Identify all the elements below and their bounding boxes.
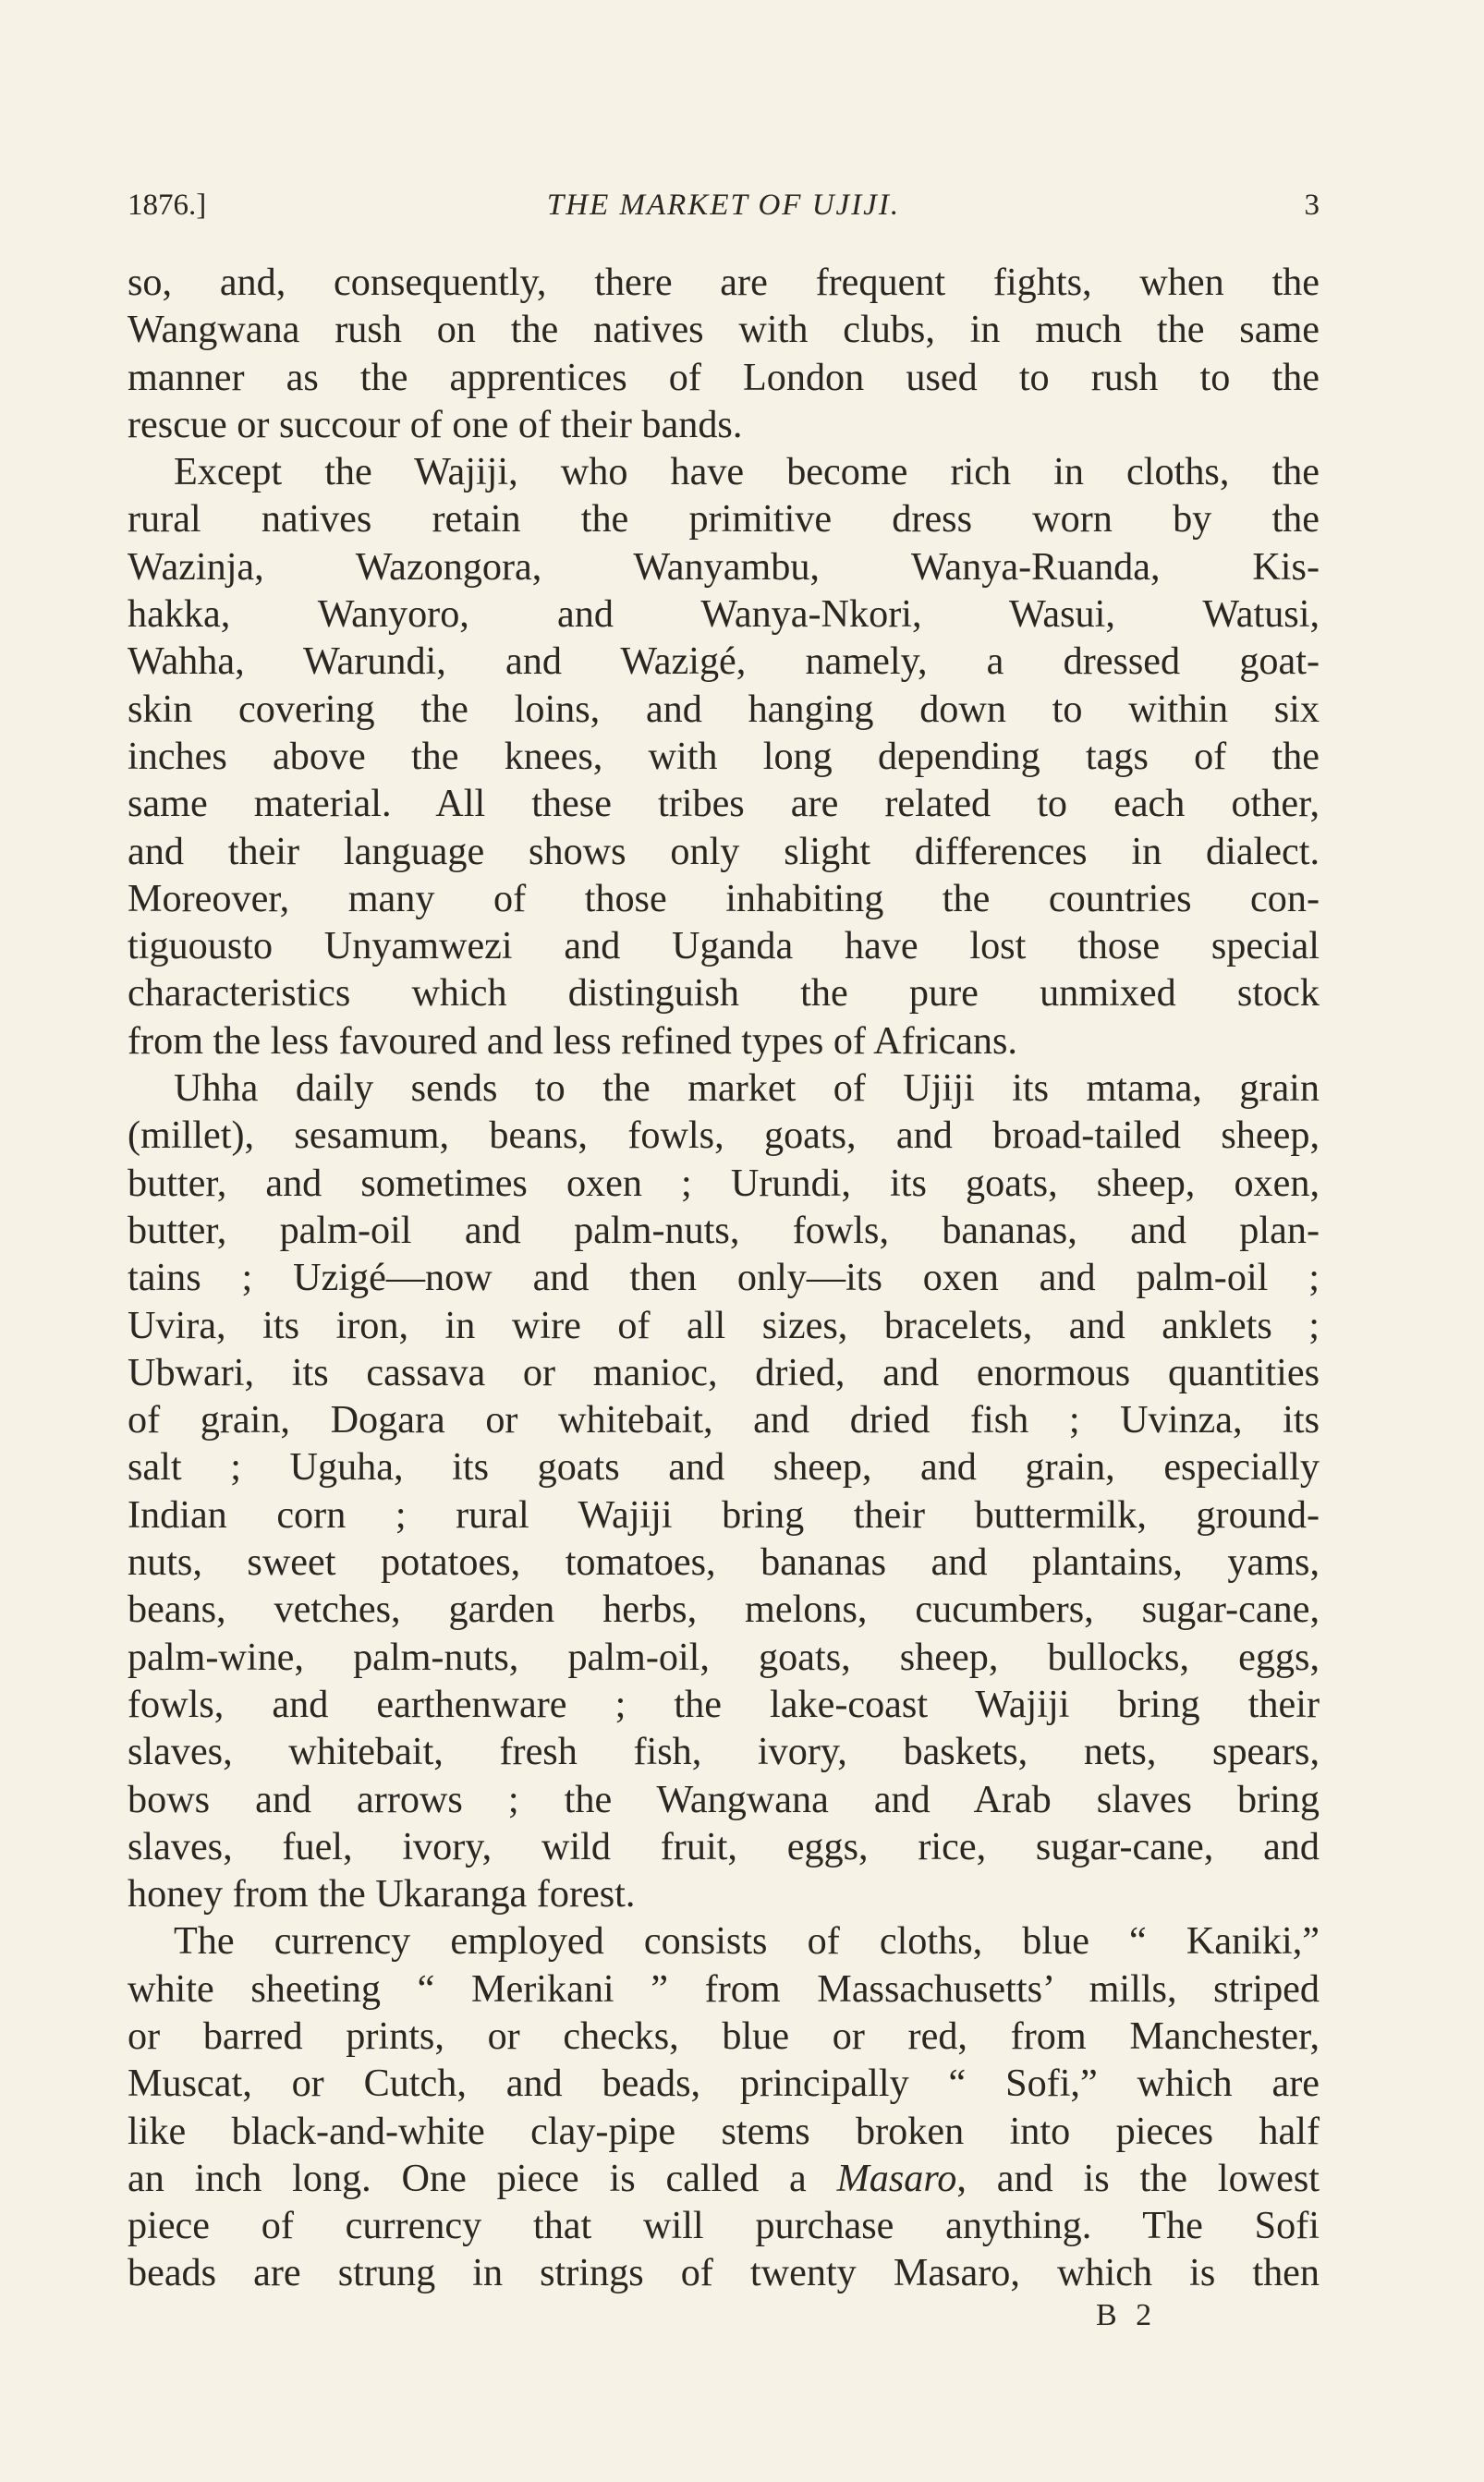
text-line: manner as the apprentices of London used to rush to the [128, 355, 1320, 399]
header-year: 1876.] [128, 189, 207, 222]
body-text [128, 259, 1320, 2297]
signature-mark: B 2 [1096, 2298, 1158, 2332]
text-line: inches above the knees, with long depending tags of the [128, 734, 1320, 778]
text-line: Moreover, many of those inhabiting the countries con- [128, 876, 1320, 920]
text-line: slaves, whitebait, fresh fish, ivory, baskets, nets, spears, [128, 1730, 1320, 1774]
text-fragment: , and is the lowest [956, 2156, 1320, 2200]
text-line: from the less favoured and less refined types of Africans. [128, 1018, 1017, 1063]
text-line: bows and arrows ; the Wangwana and Arab slaves bring [128, 1777, 1320, 1821]
text-line: hakka, Wanyoro, and Wanya-Nkori, Wasui, Watusi, [128, 592, 1320, 637]
text-line: and their language shows only slight differences in dialect. [128, 829, 1320, 873]
text-line: fowls, and earthenware ; the lake-coast Wajiji bring their [128, 1682, 1320, 1726]
italic-term: Masaro [836, 2156, 957, 2200]
text-line: so, and, consequently, there are frequent fights, when the [128, 261, 1320, 304]
text-line: Uvira, its iron, in wire of all sizes, bracelets, and anklets ; [128, 1303, 1320, 1347]
text-line: Indian corn ; rural Wajiji bring their buttermilk, ground- [128, 1492, 1320, 1537]
text-line: same material. All these tribes are related to each other, [128, 782, 1320, 826]
running-head [128, 183, 1320, 227]
text-line-with-italic [128, 2155, 1320, 2202]
text-line: like black-and-white clay-pipe stems broken into pieces half [128, 2109, 1320, 2153]
text-fragment: an inch long. One piece is called a [128, 2156, 807, 2200]
text-line: tiguousto Unyamwezi and Uganda have lost those special [128, 924, 1320, 968]
text-line: beads are strung in strings of twenty Masaro, which is then [128, 2251, 1320, 2295]
text-line: Wahha, Warundi, and Wazigé, namely, a dressed goat- [128, 639, 1320, 684]
paragraph-start: Except the Wajiji, who have become rich in cloths, the [174, 450, 1320, 494]
text-line: Wazinja, Wazongora, Wanyambu, Wanya-Ruanda, Kis- [128, 544, 1320, 589]
text-line: beans, vetches, garden herbs, melons, cucumbers, sugar-cane, [128, 1588, 1320, 1632]
text-line: Ubwari, its cassava or manioc, dried, and enormous quantities [128, 1350, 1320, 1394]
text-line: slaves, fuel, ivory, wild fruit, eggs, rice, sugar-cane, and [128, 1824, 1320, 1868]
text-line: Muscat, or Cutch, and beads, principally “ Sofi,” which are [128, 2062, 1320, 2106]
text-line: nuts, sweet potatoes, tomatoes, bananas and plantains, yams, [128, 1540, 1320, 1585]
text-line: salt ; Uguha, its goats and sheep, and grain, especially [128, 1445, 1320, 1490]
text-line: piece of currency that will purchase anything. The Sofi [128, 2204, 1320, 2248]
text-line: of grain, Dogara or whitebait, and dried fish ; Uvinza, its [128, 1398, 1320, 1442]
text-line: characteristics which distinguish the pure unmixed stock [128, 971, 1320, 1016]
paragraph-start: The currency employed consists of cloths, blue “ Kaniki,” [174, 1919, 1320, 1964]
header-title: THE MARKET OF UJIJI. [546, 189, 901, 222]
text-line: palm-wine, palm-nuts, palm-oil, goats, sheep, bullocks, eggs, [128, 1635, 1320, 1679]
text-line: rural natives retain the primitive dress worn by the [128, 497, 1320, 541]
text-line: honey from the Ukaranga forest. [128, 1872, 636, 1916]
text-line: white sheeting “ Merikani ” from Massachusetts’ mills, striped [128, 1966, 1320, 2011]
text-line: (millet), sesamum, beans, fowls, goats, and broad-tailed sheep, [128, 1113, 1320, 1158]
text-line: skin covering the loins, and hanging down to within six [128, 687, 1320, 731]
text-line: rescue or succour of one of their bands. [128, 402, 743, 446]
text-line: or barred prints, or checks, blue or red, from Manchester, [128, 2014, 1320, 2058]
text-line: Wangwana rush on the natives with clubs, in much the same [128, 308, 1320, 352]
text-line: tains ; Uzigé—now and then only—its oxen and palm-oil ; [128, 1256, 1320, 1300]
paragraph-start: Uhha daily sends to the market of Ujiji its mtama, grain [174, 1066, 1320, 1111]
text-line: butter, and sometimes oxen ; Urundi, its goats, sheep, oxen, [128, 1161, 1320, 1205]
text-line: butter, palm-oil and palm-nuts, fowls, bananas, and plan- [128, 1208, 1320, 1252]
page-number: 3 [1304, 189, 1320, 222]
